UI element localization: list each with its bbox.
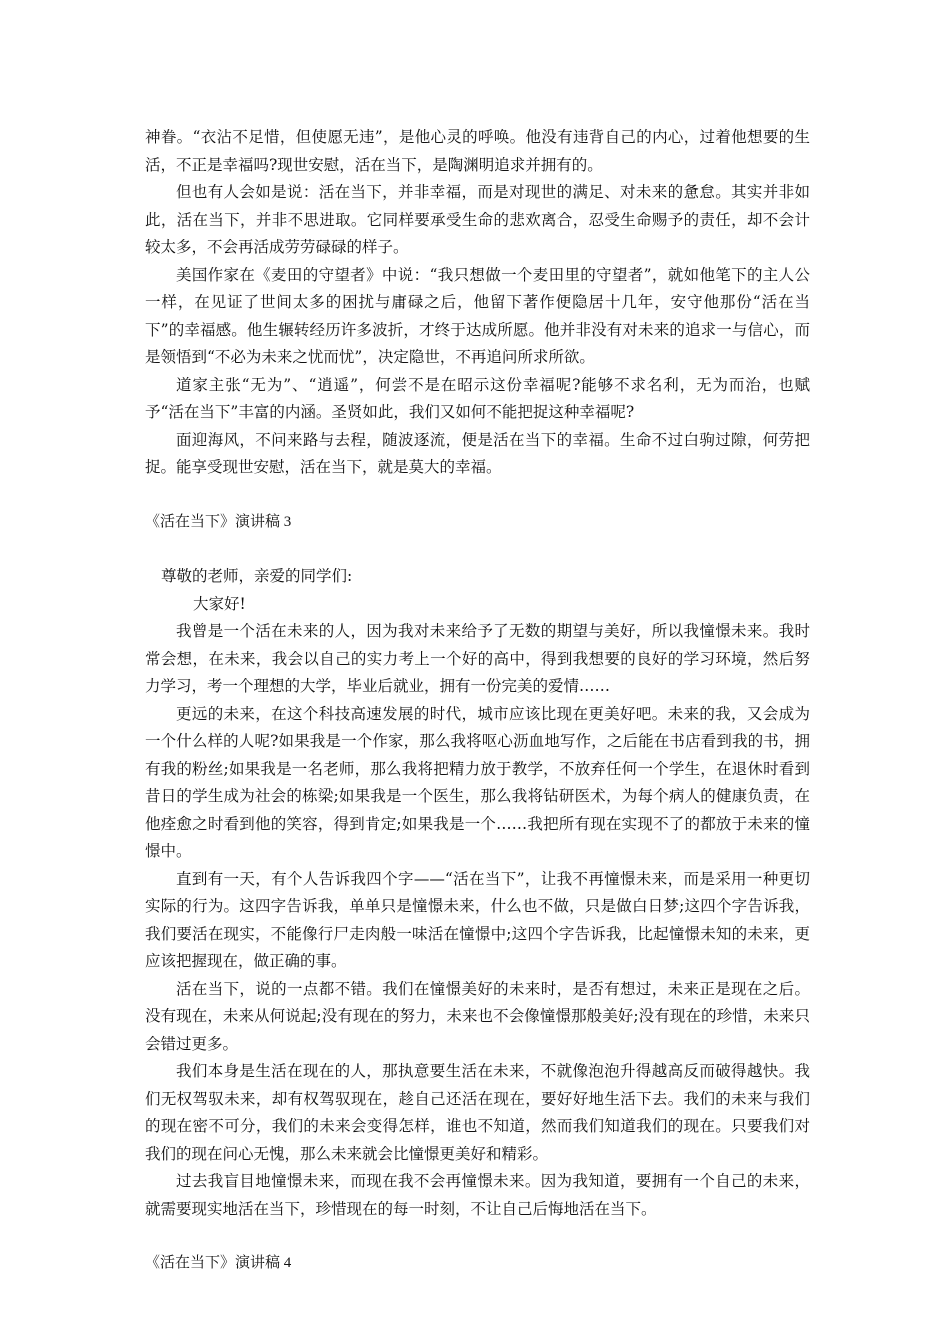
- paragraph: 神眷。“衣沾不足惜，但使愿无违”，是他心灵的呼唤。他没有违背自己的内心，过着他想要的生活，不正是幸福吗?现世安慰，活在当下，是陶渊明追求并拥有的。: [145, 128, 810, 174]
- section-spacer: [145, 482, 810, 509]
- paragraph: 道家主张“无为”、“逍遥”，何尝不是在昭示这份幸福呢?能够不求名利，无为而治，也赋予“活在当下”丰富的内涵。圣贤如此，我们又如何不能把捉这种幸福呢?: [145, 375, 810, 421]
- document-body: [145, 124, 810, 1278]
- paragraph: 活在当下，说的一点都不错。我们在憧憬美好的未来时，是否有想过，未来正是现在之后。没有现在，未来从何说起;没有现在的努力，未来也不会像憧憬那般美好;没有现在的珍惜，未来只会错过更多。: [145, 979, 810, 1053]
- paragraph: 面迎海风，不问来路与去程，随波逐流，便是活在当下的幸福。生命不过白驹过隙，何劳把捉。能享受现世安慰，活在当下，就是莫大的幸福。: [145, 430, 810, 476]
- paragraph: 美国作家在《麦田的守望者》中说：“我只想做一个麦田里的守望者”，就如他笔下的主人公一样，在见证了世间太多的困扰与庸碌之后，他留下著作便隐居十几年，安守他那份“活在当下”的幸福感。他生辗转经历许多波折，才终于达成所愿。他并非没有对未来的追求一与信心，而是领悟到“不必为未来之忧而忧”，决定隐世，不再追问所求所欲。: [145, 265, 810, 366]
- paragraph: 更远的未来，在这个科技高速发展的时代，城市应该比现在更美好吧。未来的我，又会成为一个什么样的人呢?如果我是一个作家，那么我将呕心沥血地写作，之后能在书店看到我的书，拥有我的粉丝;如果我是一名老师，那么我将把精力放于教学，不放弃任何一个学生，在退休时看到昔日的学生成为社会的栋梁;如果我是一个医生，那么我将钻研医术，为每个病人的健康负责，在他痊愈之时看到他的笑容，得到肯定;如果我是一个……我把所有现在实现不了的都放于未来的憧憬中。: [145, 704, 810, 860]
- paragraph: 我曾是一个活在未来的人，因为我对未来给予了无数的期望与美好，所以我憧憬未来。我时常会想，在未来，我会以自己的实力考上一个好的高中，得到我想要的良好的学习环境，然后努力学习，考一个理想的大学，毕业后就业，拥有一份完美的爱情……: [145, 622, 810, 695]
- section-heading-4: 《活在当下》演讲稿 4: [145, 1255, 292, 1271]
- paragraph: 过去我盲目地憧憬未来，而现在我不会再憧憬未来。因为我知道，要拥有一个自己的未来，就需要现实地活在当下，珍惜现在的每一时刻，不让自己后悔地活在当下。: [145, 1172, 810, 1218]
- paragraph: 直到有一天，有个人告诉我四个字——“活在当下”，让我不再憧憬未来，而是采用一种更切实际的行为。这四字告诉我，单单只是憧憬未来，什么也不做，只是做白日梦;这四个字告诉我，我们要活在现实，不能像行尸走肉般一味活在憧憬中;这四个字告诉我，比起憧憬未知的未来，更应该把握现在，做正确的事。: [145, 869, 810, 970]
- salutation: 尊敬的老师，亲爱的同学们:: [161, 567, 353, 585]
- greeting: 大家好!: [193, 594, 246, 613]
- section-spacer: [145, 1223, 810, 1250]
- paragraph: 我们本身是生活在现在的人，那执意要生活在未来，不就像泡泡升得越高反而破得越快。我们无权驾驭未来，却有权驾驭现在，趁自己还活在现在，要好好地生活下去。我们的未来与我们的现在密不可分，我们的未来会变得怎样，谁也不知道，然而我们知道我们的现在。只要我们对我们的现在问心无愧，那么未来就会比憧憬更美好和精彩。: [145, 1062, 810, 1163]
- section-spacer: [145, 536, 810, 563]
- paragraph: 但也有人会如是说：活在当下，并非幸福，而是对现世的满足、对未来的惫怠。其实并非如此，活在当下，并非不思进取。它同样要承受生命的悲欢离合，忍受生命赐予的责任，却不会计较太多，不会再活成劳劳碌碌的样子。: [145, 183, 810, 256]
- section-heading-3: 《活在当下》演讲稿 3: [145, 513, 292, 530]
